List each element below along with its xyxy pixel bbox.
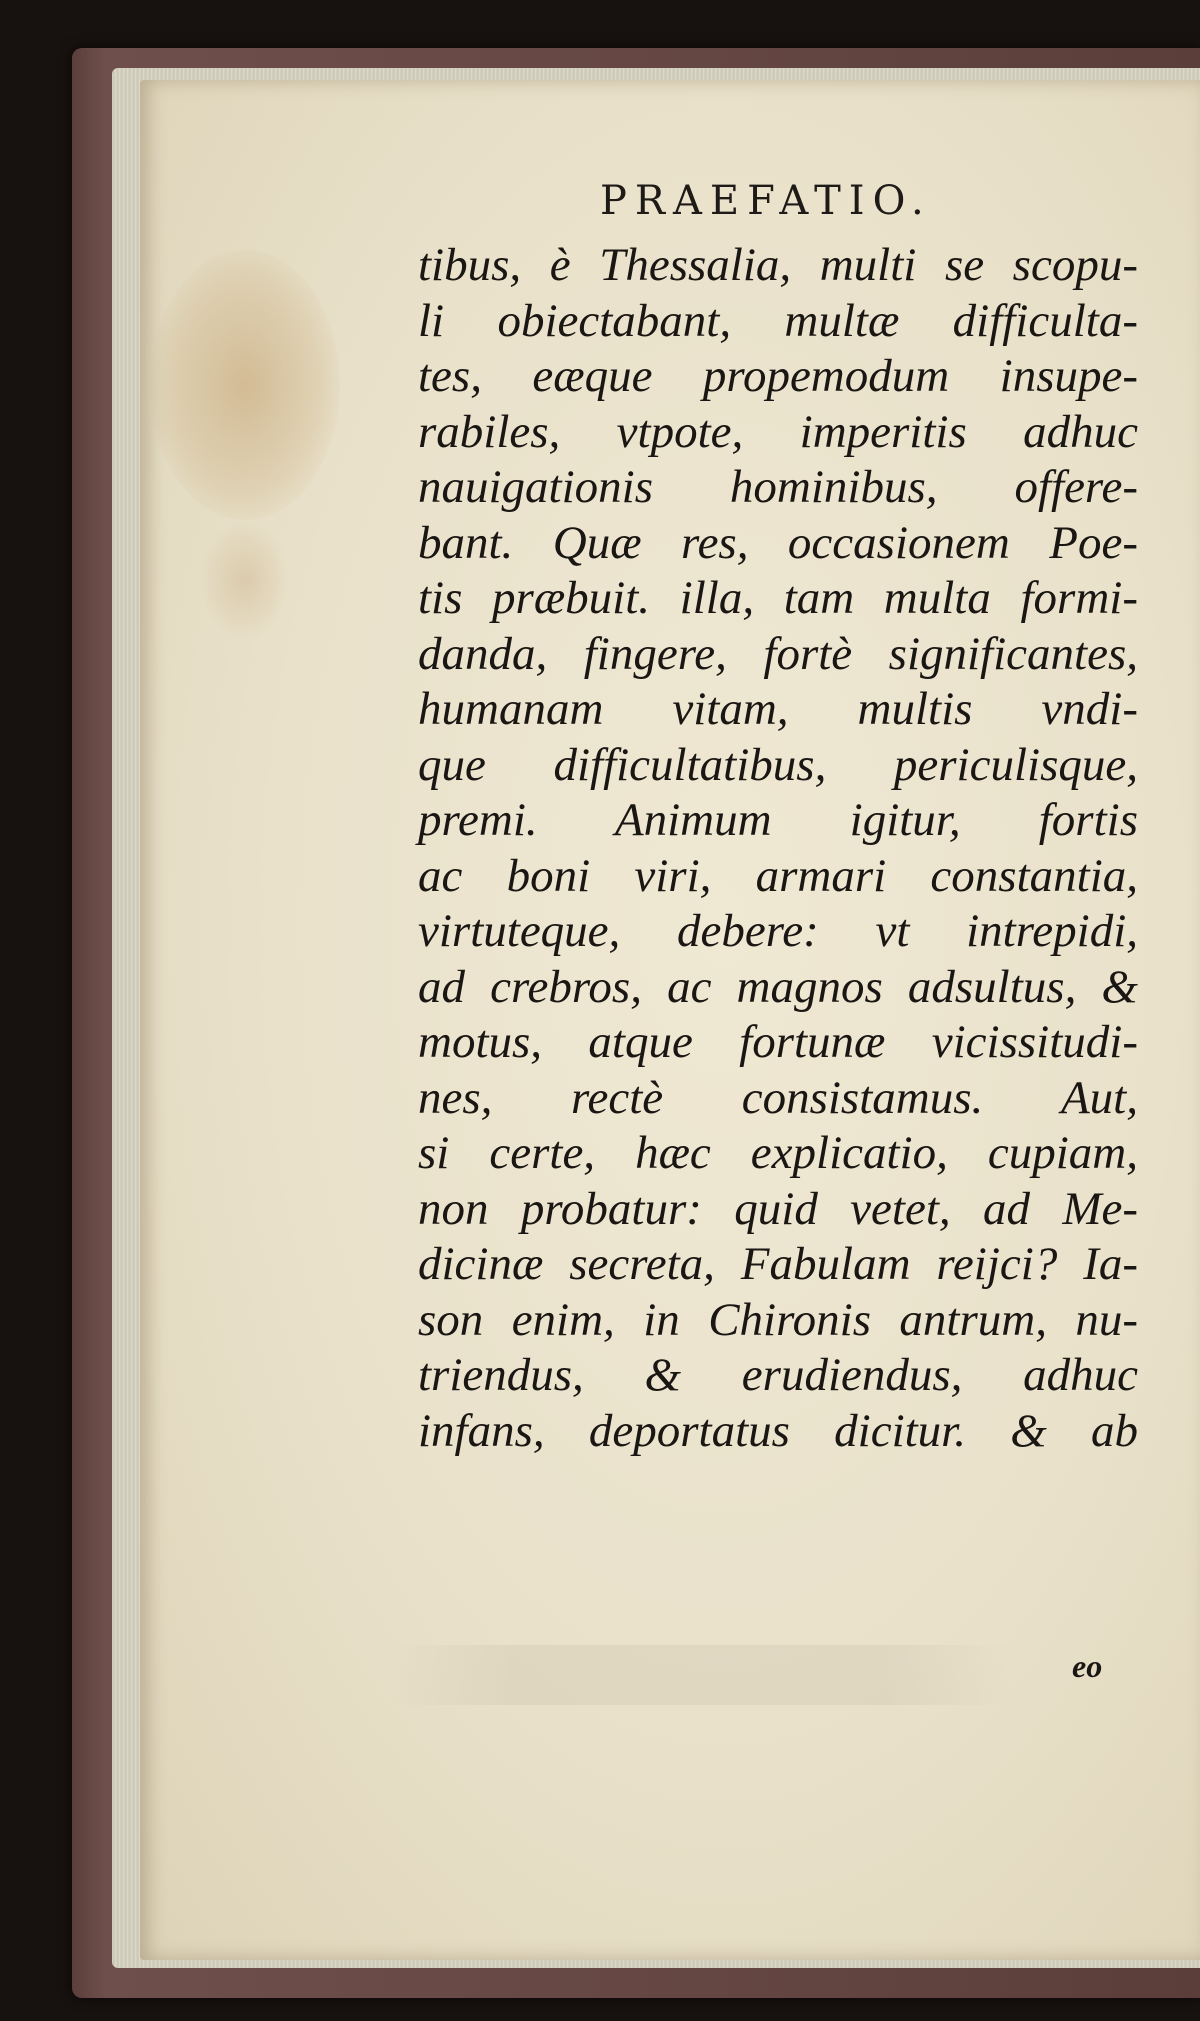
text-line: tis præbuit. illa, tam multa formi- [418,572,1138,624]
text-line: dicinæ secreta, Fabulam reijci? Ia- [418,1238,1138,1290]
text-line: non probatur: quid vetet, ad Me- [418,1182,1138,1235]
text-line: li obiectabant, multæ difficulta- [418,294,1138,347]
text-line: nauigationis hominibus, offere- [418,461,1138,513]
running-header: PRAEFATIO. [600,178,932,224]
text-line: tibus, è Thessalia, multi se scopu- [418,239,1138,291]
text-line: si certe, hæc explicatio, cupiam, [418,1127,1138,1179]
text-line: premi. Animum igitur, fortis [418,794,1138,846]
catchword: eo [1072,1648,1103,1684]
text-line: ac boni viri, armari constantia, [418,849,1138,902]
text-line: ad crebros, ac magnos adsultus, & [418,960,1138,1013]
text-line: que difficultatibus, periculisque, [418,738,1138,791]
text-line: nes, rectè consistamus. Aut, [418,1071,1138,1124]
text-line: bant. Quæ res, occasionem Poe- [418,516,1138,569]
body-text [418,238,1138,1459]
foxing-stain-small [200,520,290,640]
text-line: danda, fingere, fortè significantes, [418,627,1138,680]
text-line: motus, atque fortunæ vicissitudi- [418,1016,1138,1068]
text-line: virtuteque, debere: vt intrepidi, [418,905,1138,957]
text-line: triendus, & erudiendus, adhuc [418,1349,1138,1401]
text-line: infans, deportatus dicitur. & ab [418,1404,1138,1457]
show-through-text [390,1645,1010,1705]
foxing-stain [150,250,340,520]
text-line: humanam vitam, multis vndi- [418,683,1138,735]
text-line: tes, eæque propemodum insupe- [418,350,1138,402]
text-line: son enim, in Chironis antrum, nu- [418,1293,1138,1346]
text-line: rabiles, vtpote, imperitis adhuc [418,405,1138,458]
